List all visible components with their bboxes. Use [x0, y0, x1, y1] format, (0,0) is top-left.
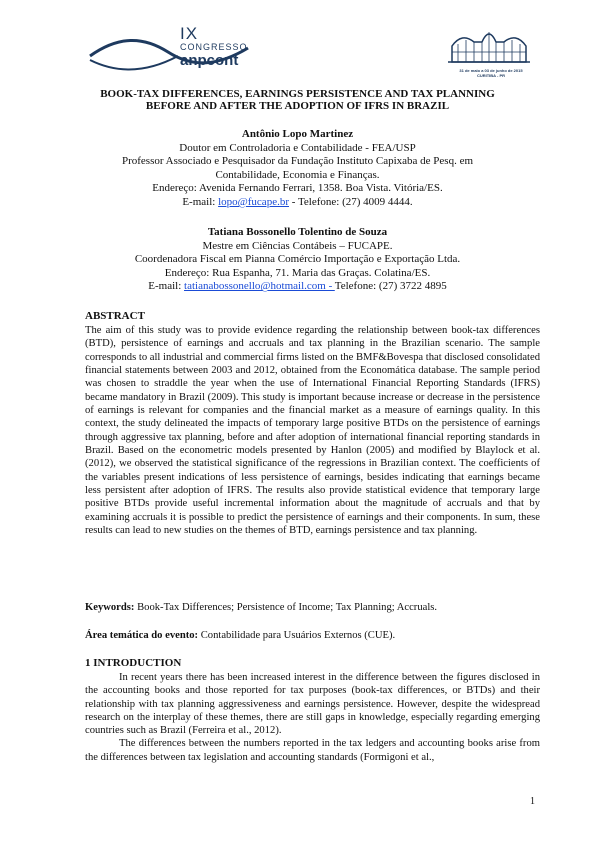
author-1-email-label: E-mail: — [182, 195, 216, 208]
logo-roman-numeral: IX — [180, 24, 199, 43]
author-2-position: Coordenadora Fiscal em Pianna Comércio Importação e Exportação Ltda. — [134, 253, 461, 266]
author-1-email-link[interactable]: lopo@fucape.br — [218, 195, 289, 208]
author-2-phone: Telefone: (27) 3722 4895 — [334, 280, 447, 293]
introduction-paragraph-2: The differences between the numbers reported in the tax ledgers and accounting books arise from the differences between tax legislation and accounting standards (Formigoni et al., — [85, 738, 540, 763]
author-1-address: Endereço: Avenida Fernando Ferrari, 1358. Boa Vista. Vitória/ES. — [152, 182, 443, 195]
keywords-text: Book-Tax Differences; Persistence of Income; Tax Planning; Accruals. — [134, 602, 438, 613]
author-1-position-1: Professor Associado e Pesquisador da Fundação Instituto Capixaba de Pesq. em — [121, 155, 474, 168]
abstract-heading: ABSTRACT — [85, 310, 145, 322]
author-2-email-label: E-mail: — [148, 280, 182, 293]
author-2-address: Endereço: Rua Espanha, 71. Maria das Graças. Colatina/ES. — [164, 266, 431, 279]
title-line-1: BOOK-TAX DIFFERENCES, EARNINGS PERSISTENCE AND TAX PLANNING — [100, 88, 495, 100]
introduction-paragraph-1: In recent years there has been increased interest in the difference between the figures disclosed in the accounting books and those reported for tax purposes (book-tax differences, or BTDs) and their relationship with tax planning aggressiveness and earnings persistence. However, despite the widespread research on the interplay of these themes, there are still gaps in knowledge, especially regarding emerging countries such as Brazil (Ferreira et al., 2012). — [85, 672, 540, 737]
author-2-degree: Mestre em Ciências Contábeis – FUCAPE. — [202, 239, 393, 252]
event-dates-text: 31 de maio a 03 de junho de 2015 — [459, 68, 523, 73]
author-1-name: Antônio Lopo Martinez — [241, 128, 354, 140]
author-1-block — [60, 128, 535, 210]
author-2-block — [60, 226, 535, 294]
thematic-area-label: Área temática do evento: — [85, 630, 199, 641]
event-dates — [446, 68, 536, 78]
event-city-text: CURITIBA - PR — [476, 73, 506, 78]
logo-anpcont-text: anpcont — [180, 52, 239, 69]
author-2-name: Tatiana Bossonello Tolentino de Souza — [207, 226, 388, 238]
author-2-contact — [60, 280, 535, 294]
keywords-label: Keywords: — [85, 602, 135, 613]
introduction-body — [85, 671, 540, 764]
author-1-degree: Doutor em Controladoria e Contabilidade - FEA/USP — [179, 141, 416, 154]
author-1-phone: - Telefone: (27) 4009 4444. — [291, 195, 413, 208]
thematic-area-text: Contabilidade para Usuários Externos (CUE). — [198, 630, 396, 641]
introduction-heading: 1 INTRODUCTION — [85, 657, 182, 669]
title-line-2: BEFORE AND AFTER THE ADOPTION OF IFRS IN BRAZIL — [145, 100, 450, 112]
keywords-line — [85, 601, 540, 614]
paper-title — [60, 88, 535, 112]
page-number: 1 — [530, 796, 535, 807]
abstract-text: The aim of this study was to provide evidence regarding the relationship between book-tax differences (BTD), persistence of earnings and accruals and tax planning in the Brazilian scenario. The sample corresponds to all industrial and commercial firms listed on the BMF&Bovespa that disclosed consolidated financial statements between 2003 and 2012, obtained from the Economática database. The sample period was chosen to straddle the year when the use of International Financial Reporting Standards (IFRS) became mandatory in Brazil (2009). This study is important because increase or decrease in the persistence of earnings is relevant for companies and the financial market as a measure of earnings quality. In this context, the study delineated the impacts of temporary large positive BTDs on the persistence of earnings through aggressive tax planning, before and after adoption of international financial reporting standards in Brazil. Based on the econometric models presented by Hanlon (2005) and modified by Blaylock et al. (2012), we observed the statistical significance of the regressions in Brazilian context. The coefficients of the variables present indications of less persistence of earnings, besides indicating that earnings became less persistent after adoption of IFRS. The results also provide statistical evidence that temporary large positive BTDs provide useful incremental information about the magnitude of accruals and that by examining accruals it is possible to predict the persistence of earnings and their components. In sum, these results can lead to new studies on the themes of BTD, earnings persistence and tax planning. — [85, 325, 540, 537]
author-1-contact — [60, 196, 535, 210]
thematic-area-line — [85, 629, 540, 642]
logo-congress-text: CONGRESSO — [180, 42, 248, 52]
author-1-position-2: Contabilidade, Economia e Finanças. — [215, 168, 380, 181]
author-2-email-link[interactable]: tatianabossonello@hotmail.com - — [184, 280, 335, 293]
